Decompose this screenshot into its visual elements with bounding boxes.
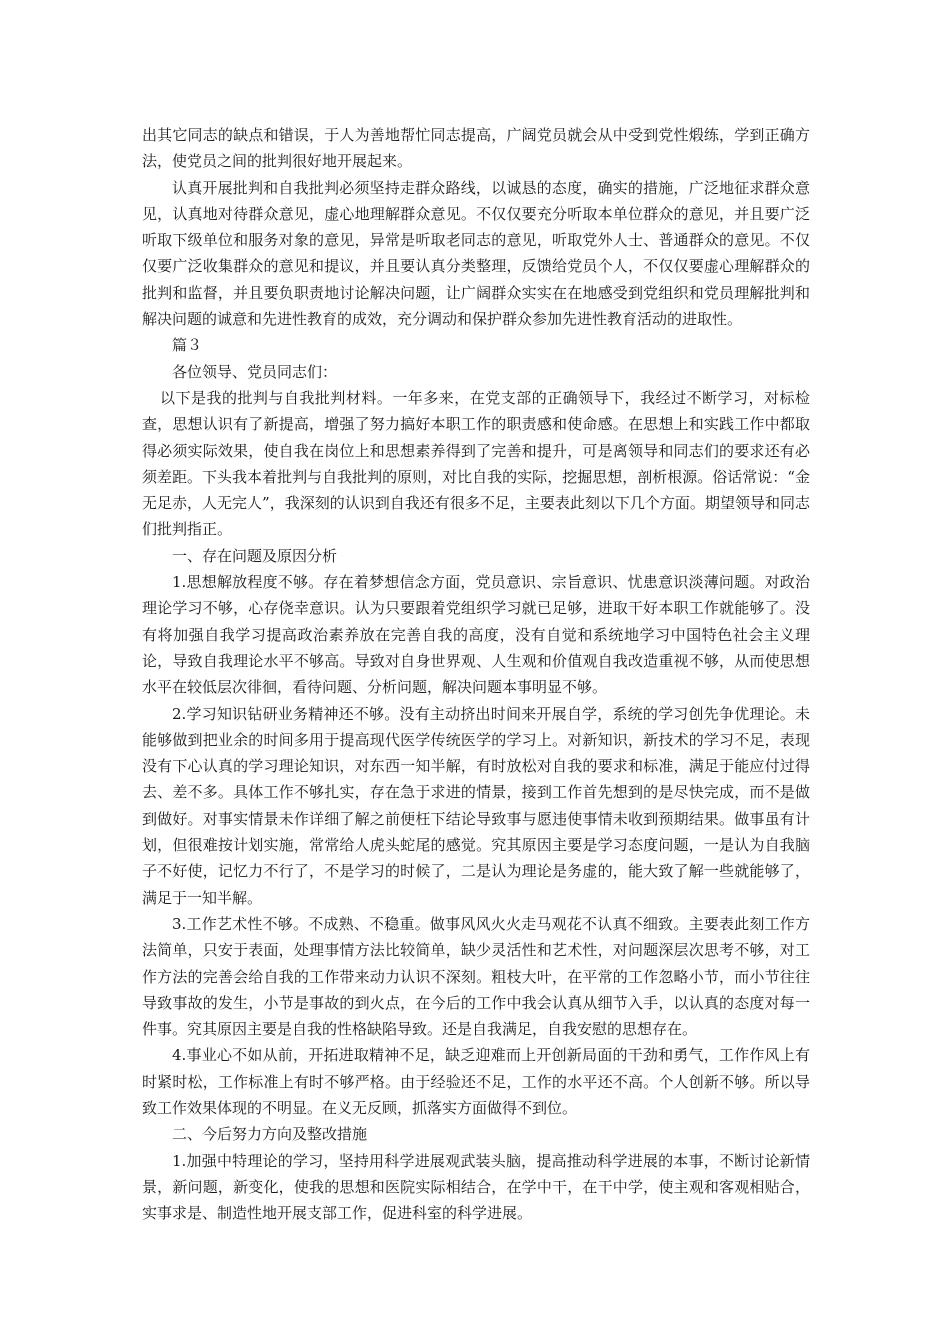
paragraph-item-2: 2.学习知识钻研业务精神还不够。没有主动挤出时间来开展自学，系统的学习创先争优理论。未能够做到把业余的时间多用于提高现代医学传统医学的学习上。对新知识，新技术的学习不足，表现没有下心认真的学习理论知识，对东西一知半解，有时放松对自我的要求和标准，满足于能应付过得去、差不多。具体工作不够扎实，存在急于求进的情景，接到工作首先想到的是尽快完成，而不是做到做好。对事实情景未作详细了解之前便枉下结论导致事与愿违使事情未收到预期结果。做事虽有计划，但很难按计划实施，常常给人虎头蛇尾的感觉。究其原因主要是学习态度问题，一是认为自我脑子不好使，记忆力不行了，不是学习的时候了，二是认为理论是务虚的，能大致了解一些就能够了，满足于一知半解。 [142,704,810,907]
paragraph-mass-line: 认真开展批判和自我批判必须坚持走群众路线，以诚恳的态度，确实的措施，广泛地征求群众意见，认真地对待群众意见，虚心地理解群众意见。不仅仅要充分听取本单位群众的意见，并且要广泛听取下级单位和服务对象的意见，异常是听取老同志的意见，听取党外人士、普通群众的意见。不仅仅要广泛收集群众的意见和提议，并且要认真分类整理，反馈给党员个人，不仅仅要虚心理解群众的批判和监督，并且要负职责地讨论解决问题，让广阔群众实实在在地感受到党组织和党员理解批判和解决问题的诚意和先进性教育的成效，充分调动和保护群众参加先进性教育活动的进取性。 [142,178,810,329]
paragraph-intro: 以下是我的批判与自我批判材料。一年多来，在党支部的正确领导下，我经过不断学习，对标检查，思想认识有了新提高，增强了努力搞好本职工作的职责感和使命感。在思想上和实践工作中都取得必须实际效果，使自我在岗位上和思想素养得到了完善和提升，可是离领导和同志们的要求还有必须差距。下头我本着批判与自我批判的原则，对比自我的实际，挖掘思想，剖析根源。俗话常说：“金无足赤，人无完人”，我深刻的认识到自我还有很多不足，主要表此刻以下几个方面。期望领导和同志们批判指正。 [142,388,810,539]
paragraph-item-4: 4.事业心不如从前，开拓进取精神不足，缺乏迎难而上开创新局面的干劲和勇气，工作作风上有时紧时松，工作标准上有时不够严格。由于经验还不足，工作的水平还不高。个人创新不够。所以导致工作效果体现的不明显。在义无反顾，抓落实方面做得不到位。 [142,1046,810,1117]
document-page [142,122,810,1226]
section-heading-part3: 篇３ [172,336,203,355]
heading-problems: 一、存在问题及原因分析 [172,546,338,565]
paragraph-item-1: 1.思想解放程度不够。存在着梦想信念方面，党员意识、宗旨意识、忧患意识淡薄问题。对政治理论学习不够，心存侥幸意识。认为只要跟着党组织学习就已足够，进取干好本职工作就能够了。没有将加强自我学习提高政治素养放在完善自我的高度，没有自觉和系统地学习中国特色社会主义理论，导致自我理论水平不够高。导致对自身世界观、人生观和价值观自我改造重视不够，从而使思想水平在较低层次徘徊，看待问题、分析问题，解决问题本事明显不够。 [142,573,810,697]
heading-measures: 二、今后努力方向及整改措施 [172,1125,368,1144]
paragraph-item-3: 3.工作艺术性不够。不成熟、不稳重。做事风风火火走马观花不认真不细致。主要表此刻工作方法简单，只安于表面，处理事情方法比较简单，缺少灵活性和艺术性，对问题深层次思考不够，对工作方法的完善会给自我的工作带来动力认识不深刻。粗枝大叶，在平常的工作忽略小节，而小节往往导致事故的发生，小节是事故的到火点，在今后的工作中我会认真从细节入手，以认真的态度对每一件事。究其原因主要是自我的性格缺陷导致。还是自我满足，自我安慰的思想存在。 [142,914,810,1039]
paragraph-continuation: 出其它同志的缺点和错误，于人为善地帮忙同志提高，广阔党员就会从中受到党性煅练，学到正确方法，使党员之间的批判很好地开展起来。 [142,126,810,171]
salutation: 各位领导、党员同志们： [172,362,338,381]
paragraph-measure-1: 1.加强中特理论的学习，坚持用科学进展观武装头脑，提高推动科学进展的本事，不断讨论新情景，新问题，新变化，使我的思想和医院实际相结合，在学中干，在干中学，使主观和客观相贴合，实事求是、制造性地开展支部工作，促进科室的科学进展。 [142,1151,810,1223]
